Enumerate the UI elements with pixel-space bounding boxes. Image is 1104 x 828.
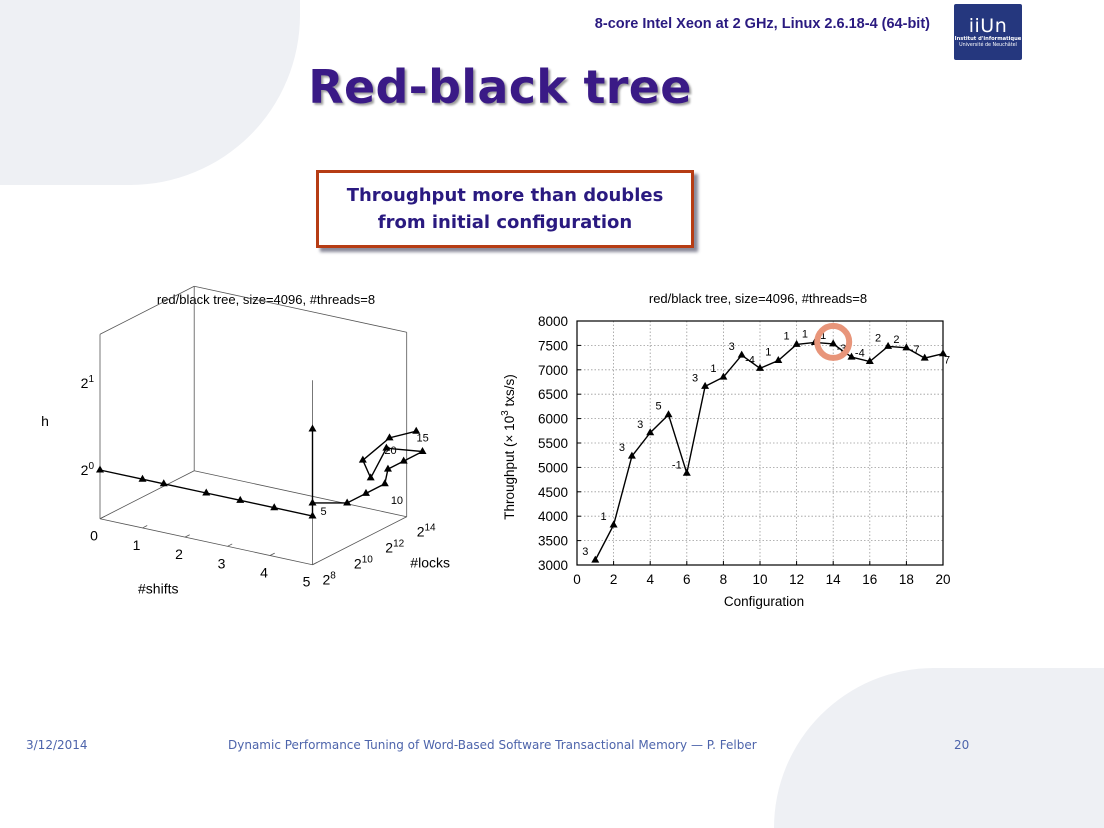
institute-logo — [954, 4, 1022, 60]
y-tick-label: 6500 — [537, 387, 568, 403]
z-axis-label: h — [41, 413, 49, 429]
data-label: -4 — [854, 347, 865, 360]
data-label: 1 — [600, 510, 607, 523]
point-label: 20 — [384, 445, 397, 458]
callout-line-1: Throughput more than doubles — [346, 185, 664, 206]
floor-tick — [228, 544, 233, 546]
x-tick-label: 2 — [175, 546, 183, 563]
y-axis-label: Throughput (× $10^3$ txs/s) — [500, 374, 517, 520]
x-tick-label: 8 — [719, 572, 728, 587]
x-tick-label: 0 — [573, 572, 581, 587]
y-tick-label: 7000 — [537, 362, 568, 378]
data-label: 3 — [582, 546, 589, 559]
z-tick-label: $2^0$ — [80, 461, 94, 478]
z-tick-label: $2^1$ — [80, 374, 94, 391]
data-label: -1 — [671, 459, 682, 472]
x-tick-label: 4 — [260, 564, 268, 581]
point-label: 15 — [416, 432, 429, 445]
data-label: -3 — [836, 343, 847, 356]
chart-3d-title: red/black tree, size=4096, #threads=8 — [156, 292, 376, 307]
x-tick-label: 10 — [752, 572, 768, 587]
y-tick-label: 5500 — [537, 436, 568, 451]
path-point — [359, 456, 367, 463]
data-label: 1 — [783, 330, 790, 343]
y-tick-label: 8000 — [537, 314, 568, 329]
logo-line-2: Université de Neuchâtel — [959, 42, 1017, 48]
x-tick-label: 5 — [302, 573, 311, 590]
path-point — [96, 466, 104, 473]
chart-2d-title: red/black tree, size=4096, #threads=8 — [648, 291, 868, 306]
x-tick-label: 0 — [90, 527, 98, 544]
slide-title: Red-black tree — [308, 60, 692, 114]
y-axis-label: #locks — [410, 554, 450, 571]
floor-tick — [100, 516, 105, 518]
logo-mark: iiUn — [968, 14, 1008, 37]
floor-tick — [313, 562, 318, 564]
y-tick-label: 3000 — [537, 558, 568, 573]
box-edge — [194, 471, 407, 517]
callout-box — [316, 170, 694, 248]
data-label: 1 — [820, 329, 827, 342]
x-tick-label: 6 — [683, 572, 691, 587]
path-point — [309, 498, 317, 505]
path-point — [381, 479, 389, 486]
x-tick-label: 20 — [935, 572, 951, 587]
background-shape-bottom-right — [774, 668, 1104, 828]
chart-3d-heuristic-path — [30, 282, 470, 597]
footer-title: Dynamic Performance Tuning of Word-Based Software Transactional Memory — P. Felber — [228, 738, 757, 752]
data-point — [591, 556, 599, 563]
data-label: -4 — [745, 354, 755, 367]
floor-tick — [143, 526, 148, 528]
box-edge — [100, 286, 194, 334]
data-label: 3 — [728, 341, 735, 354]
y-tick-label: $2^{12}$ — [385, 538, 405, 556]
data-point — [665, 410, 673, 417]
x-tick-label: 4 — [646, 572, 654, 587]
data-label: 3 — [637, 418, 644, 431]
y-tick-label: 6000 — [537, 411, 568, 427]
y-tick-label: 5000 — [537, 460, 568, 476]
series-line — [595, 342, 943, 560]
x-tick-label: 2 — [609, 572, 618, 587]
x-tick-label: 16 — [862, 572, 878, 587]
chart-throughput-by-configuration — [490, 282, 970, 622]
x-tick-label: 12 — [789, 572, 805, 587]
box-edge — [100, 471, 194, 519]
data-label: 5 — [655, 400, 662, 413]
heuristic-path — [100, 429, 422, 516]
point-label: 10 — [390, 494, 404, 507]
data-label: 2 — [893, 333, 900, 346]
data-label: 3 — [618, 442, 625, 455]
x-axis-label: Configuration — [723, 594, 805, 609]
footer-page-number: 20 — [954, 738, 970, 752]
y-tick-label: $2^{10}$ — [353, 554, 373, 572]
machine-note: 8-core Intel Xeon at 2 GHz, Linux 2.6.18-4 (64-bit) — [594, 16, 930, 32]
logo-line-1: Institut d'informatique — [954, 36, 1022, 43]
data-label: 1 — [710, 363, 717, 376]
data-label: 1 — [765, 346, 772, 359]
y-tick-label: 4500 — [537, 484, 568, 500]
callout-line-2: from initial configuration — [377, 212, 633, 233]
path-point — [309, 425, 317, 432]
data-point — [610, 520, 618, 527]
data-label: 2 — [875, 332, 882, 345]
data-label: 1 — [801, 328, 808, 341]
data-point — [774, 356, 782, 363]
data-point — [683, 469, 691, 476]
y-tick-label: $2^8$ — [322, 570, 336, 588]
x-tick-label: 14 — [825, 572, 841, 587]
data-label: -7 — [909, 344, 920, 357]
path-point — [367, 473, 375, 480]
path-point — [418, 447, 426, 454]
x-tick-label: 1 — [132, 536, 141, 553]
x-tick-label: 18 — [898, 572, 914, 587]
data-label: 3 — [692, 372, 699, 385]
x-axis-label: #shifts — [138, 580, 179, 597]
y-tick-label: 7500 — [537, 338, 568, 354]
floor-tick — [270, 553, 275, 555]
footer-date: 3/12/2014 — [26, 738, 88, 752]
y-tick-label: 4000 — [537, 509, 568, 525]
point-label: 5 — [320, 505, 327, 518]
y-tick-label: 3500 — [537, 533, 568, 549]
data-label: 7 — [943, 354, 951, 367]
floor-tick — [185, 535, 190, 537]
x-tick-label: 3 — [217, 555, 226, 572]
y-tick-label: $2^{14}$ — [416, 522, 436, 540]
